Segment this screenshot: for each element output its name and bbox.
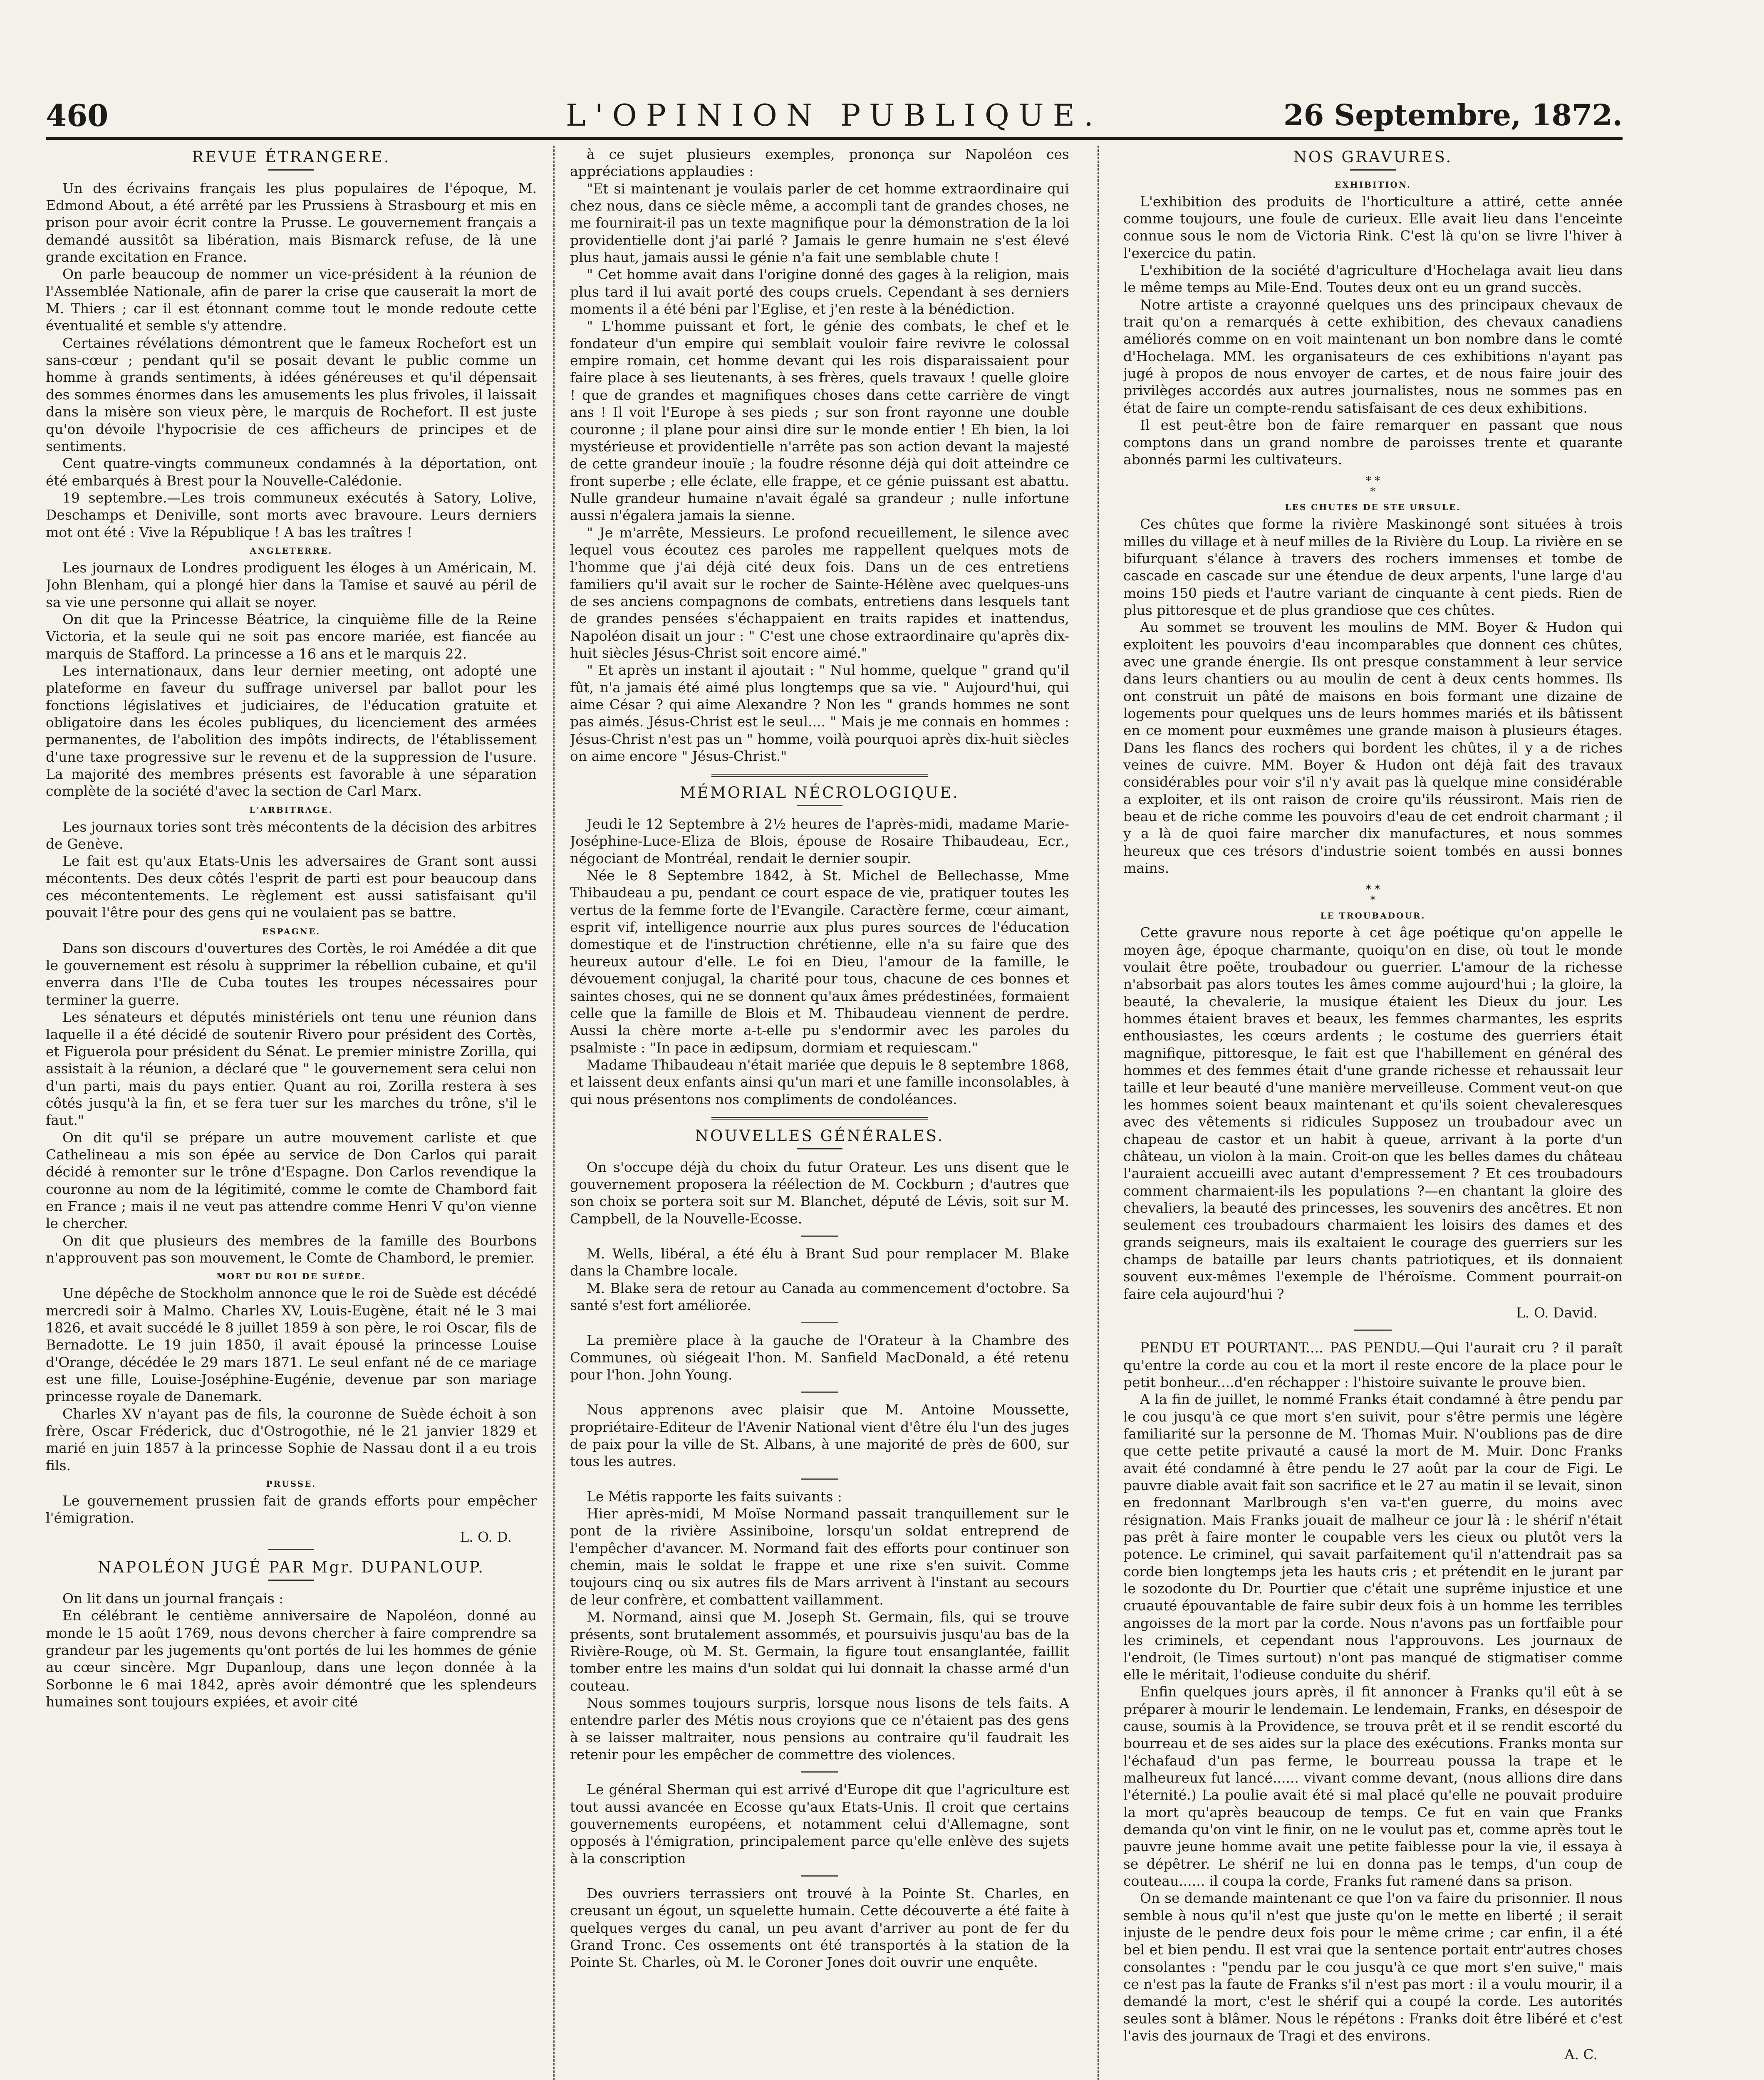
paragraph: A la fin de juillet, le nommé Franks était condamné à être pendu par le cou jusqu'à ce que mort s'en suivit, pour s'être permis une légère familiarité sur la personne de M. Thomas Muir. N'oublions pas de dire que cette petite privauté a causé la mort de M. Muir. Donc Franks avait été condamné à être pendu le 27 août par la cour de Figi. Le pauvre diable avait fait son sacrifice et le 27 au matin il se levait, sinon en fredonnant Marlbrough s'en va-t'en guerre, du moins avec résignation. Mais Franks jouait de malheur ce jour là : le shérif n'était pas prêt à faire monter le coupable vers les cieux ou plutôt vers la potence. Le criminel, qui savait parfaitement qu'il n'attendrait pas sa corde bien longtemps jeta les hauts cris ; et prétendit en le jurant par le sozodonte du Dr. Pourtier que c'était une suprême injustice et une cruauté épouvantable de faire subir deux fois à un homme les terribles angoisses de la mort par la corde. Nous n'avons pas un fortfaible pour les criminels, et cependant nous l'approuvons. Les journaux de l'endroit, (le Times surtout) n'ont pas manqué de stigmatiser comme elle le méritait, l'odieuse conduite du shérif.	[1123, 1391, 1623, 1683]
paragraph: Une dépêche de Stockholm annonce que le roi de Suède est décédé mercredi soir à Malmo. Charles XV, Louis-Eugène, était né le 3 mai 1826, et avait succédé le 8 juillet 1859 à son père, le roi Oscar, fils de Bernadotte. Le 19 juin 1850, il avait épousé la princesse Louise d'Orange, décédée le 29 mars 1871. Le seul enfant né de ce mariage est une fille, Louise-Joséphine-Eugénie, devenue par son mariage princesse royale de Danemark.	[46, 1285, 537, 1405]
article-memorial	[570, 774, 1069, 1108]
signature: L. O. D.	[460, 1528, 512, 1545]
section-heading: ESPAGNE.	[262, 926, 321, 936]
item-separator	[801, 1875, 838, 1877]
article-heading: NOS GRAVURES.	[1293, 148, 1453, 166]
paragraph: Ces chûtes que forme la rivière Maskinongé sont situées à trois milles du village et à neuf milles de la Rivière du Loup. La rivière en se bifurquant s'élance à travers des rochers immenses et tombe de cascade en cascade sur une étendue de deux arpents, l'une large d'au moins 150 pieds et l'autre variant de cinquante à cent pieds. Rien de plus pittoresque et de plus grandiose que ces chûtes.	[1123, 516, 1623, 618]
paragraph: On parle beaucoup de nommer un vice-président à la réunion de l'Assemblée Nationale, afin de parer la crise que causerait la mort de M. Thiers ; car il est étonnant comme tout le monde redoute cette éventualité et semble s'y attendre.	[46, 266, 537, 334]
paragraph: En célébrant le centième anniversaire de Napoléon, donné au monde le 15 août 1769, nous devons chercher à faire comprendre sa grandeur par les jugements qu'ont portés de lui les hommes de génie au cœur sincère. Mgr Dupanloup, dans une leçon donnée à la Sorbonne le 6 mai 1842, après avoir démontré que les splendeurs humaines sont toujours expiées, et avoir cité	[46, 1607, 537, 1710]
paragraph: L'exhibition des produits de l'horticulture a attiré, cette année comme toujours, une foule de curieux. Elle avait lieu dans l'enceinte connue sous le nom de Victoria Rink. C'est là qu'on se livre l'hiver à l'exercice du patin.	[1123, 193, 1623, 261]
column-3	[1123, 146, 1623, 2080]
paragraph: Les internationaux, dans leur dernier meeting, ont adopté une plateforme en faveur du suffrage universel par ballot pour les fonctions législatives et judiciaires, de l'éducation gratuite et obligatoire dans les écoles publiques, du licenciement des armées permanentes, de l'abolition des impôts indirects, de l'établissement d'une taxe progressive sur le revenu et de la suppression de l'usure. La majorité des membres présents est favorable à une séparation complète de la société d'avec la section de Carl Marx.	[46, 662, 537, 800]
paragraph: M. Normand, ainsi que M. Joseph St. Germain, fils, qui se trouve présents, sont brutalement assommés, et poursuivis jusqu'au bas de la Rivière-Rouge, où M. St. Germain, la figure tout ensanglantée, faillit tomber entre les mains d'un soldat qui lui donnait la chasse armé d'un couteau.	[570, 1609, 1069, 1694]
article-napoleon	[46, 1549, 537, 1710]
column-divider	[553, 146, 555, 2080]
paragraph: Un des écrivains français les plus populaires de l'époque, M. Edmond About, a été arrêté par les Prussiens à Strasbourg et mis en prison pour avoir écrit contre la Prusse. Le gouvernement français a demandé aussitôt sa libération, mais Bismarck refuse, de là une grande excitation en France.	[46, 180, 537, 265]
paragraph: à ce sujet plusieurs exemples, prononça sur Napoléon ces appréciations applaudies :	[570, 146, 1069, 180]
article-napoleon-continued	[570, 146, 1069, 765]
paragraph: M. Blake sera de retour au Canada au commencement d'octobre. Sa santé s'est fort améliorée.	[570, 1280, 1069, 1313]
section-heading: LE TROUBADOUR.	[1320, 911, 1426, 921]
article-separator	[711, 1117, 928, 1120]
signature: L. O. David.	[1516, 1304, 1598, 1321]
paragraph: Nous sommes toujours surpris, lorsque nous lisons de tels faits. A entendre parler des Métis nous croyions que ce n'étaient pas des gens à se laisser maltraiter, nous pensions au contraire qu'il faudrait les retenir pour les empêcher de commettre des violences.	[570, 1694, 1069, 1763]
paragraph: Le Métis rapporte les faits suivants :	[587, 1488, 842, 1505]
paragraph: " Et après un instant il ajoutait : " Nul homme, quelque " grand qu'il fût, n'a jamais été aimé plus longtemps que sa vie. " Aujourd'hui, qui aime César ? qui aime Alexandre ? Non les " grands hommes ne sont pas aimés. Jésus-Christ est le seul.... " Mais je me connais en hommes : Jésus-Christ n'est pas un " homme, voilà pourquoi après dix-huit siècles on aime encore " Jésus-Christ."	[570, 662, 1069, 765]
paragraph: Notre artiste a crayonné quelques uns des principaux chevaux de trait qu'on a remarqués à cette exhibition, des chevaux canadiens améliorés comme on en voit maintenant un bon nombre dans le comté d'Hochelaga. MM. les organisateurs de ces exhibitions n'ayant pas jugé à propos de nous envoyer de cartes, et de nous faire jouir des privilèges accordés aux autres journalistes, nous ne sommes pas en état de faire un compte-rendu satisfaisant de ces deux exhibitions.	[1123, 296, 1623, 416]
paragraph: Madame Thibaudeau n'était mariée que depuis le 8 septembre 1868, et laissent deux enfants ainsi qu'un mari et une famille inconsolables, à qui nous présentons nos compliments de condoléances.	[570, 1056, 1069, 1107]
paragraph: Jeudi le 12 Septembre à 2½ heures de l'après-midi, madame Marie-Joséphine-Luce-Eliza de Blois, épouse de Rosaire Thibaudeau, Ecr., négociant de Montréal, rendait le dernier soupir.	[570, 816, 1069, 867]
paragraph: PENDU ET POURTANT.... PAS PENDU.—Qui l'aurait cru ? il paraît qu'entre la corde au cou et la mort il reste encore de la place pour le petit bonheur....d'en réchapper : l'histoire suivante le prouve bien.	[1123, 1340, 1623, 1390]
article-revue-etrangere	[46, 149, 537, 1545]
article-separator	[711, 774, 928, 777]
paragraph: " Cet homme avait dans l'origine donné des gages à la religion, mais plus tard il lui avait porté des coups cruels. Cependant à ses derniers moments il a été béni par l'Eglise, et j'en reste à la bénédiction.	[570, 266, 1069, 317]
paragraph: Le général Sherman qui est arrivé d'Europe dit que l'agriculture est tout aussi avancée en Ecosse qu'aux Etats-Unis. Il croit que certains gouvernements européens, et notamment celui d'Allemagne, sont opposés à l'émigration, principalement parce qu'elle enlève des sujets à la conscription	[570, 1781, 1069, 1867]
column-2	[570, 146, 1069, 2080]
paragraph: Au sommet se trouvent les moulins de MM. Boyer & Hudon qui exploitent les pouvoirs d'eau incomparables que donnent ces chûtes, avec une grande énergie. Ils ont presque constamment à leur service dans leurs chantiers ou au moulin de cent à deux cents hommes. Ils ont construit un pâté de maisons en bois formant une dizaine de logements pour quelques uns de leurs hommes mariés et ils bâtissent en ce moment pour euxmêmes une grande maison à plusieurs étages. Dans les flancs des rochers qui bordent les chûtes, il y a de riches veines de cuivre. MM. Boyer & Hudon ont déjà fait des travaux considérables pour voir s'il n'y avait pas là quelque mine considérable a exploiter, et ils ont raison de croire qu'ils réussiront. Mais rien de beau et de riche comme les pouvoirs d'eau de cet endroit charmant ; il y a là de quoi faire marcher dix manufactures, et nous sommes heureux que ces trésors d'industrie soient tombés en aussi bonnes mains.	[1123, 619, 1623, 877]
article-heading: NOUVELLES GÉNÉRALES.	[695, 1127, 944, 1145]
section-heading: LES CHUTES DE STE URSULE.	[1285, 502, 1461, 513]
paragraph: Enfin quelques jours après, il fit annoncer à Franks qu'il eût à se préparer à mourir le lendemain. Le lendemain, Franks, en désespoir de cause, soumis à la Providence, se trouva prêt et il se rendit escorté du bourreau et de ses aides sur la place des exécutions. Franks monta sur l'échafaud d'un pas ferme, le bourreau poussa la trape et le malheureux fut lancé...... vivant comme devant, (nous allions dire dans l'éternité.) La poulie avait été si mal placé qu'elle ne pouvait produire la mort qu'après beaucoup de temps. Ce fut en vain que Franks demanda qu'on vint le finir, on ne le voulut pas et, comme après tout le pauvre jeune homme avait une petite faiblesse pour la vie, il essaya à se dépêtrer. Le shérif ne lui en donna pas le temps, d'un coup de couteau...... il coupa la corde, Franks fut ramené dans sa prison.	[1123, 1684, 1623, 1889]
section-heading: L'ARBITRAGE.	[249, 805, 333, 815]
item-separator	[801, 1322, 838, 1323]
paragraph: Les journaux de Londres prodiguent les éloges à un Américain, M. John Blenham, qui a plongé hier dans la Tamise et sauvé au péril de sa vie une personne qui allait se noyer.	[46, 559, 537, 610]
article-heading: REVUE ÉTRANGERE.	[192, 148, 391, 166]
heading-rule	[797, 805, 842, 806]
paragraph: Les journaux tories sont très mécontents de la décision des arbitres de Genève.	[46, 818, 537, 852]
paragraph: Les sénateurs et députés ministériels ont tenu une réunion dans laquelle il a été décidé de soutenir Rivero pour président des Cortès, et Figuerola pour président du Sénat. Le premier ministre Zorilla, qui assistait à la réunion, a déclaré que " le gouvernement sera celui non d'un parti, mais du pays entier. Quant au roi, Zorilla restera à ses côtés jusqu'à la fin, et se fera tuer sur les marches du trône, s'il le faut."	[46, 1009, 537, 1129]
article-heading: MÉMORIAL NÉCROLOGIQUE.	[680, 784, 959, 802]
item-separator	[801, 1478, 838, 1480]
page-number: 460	[46, 98, 109, 133]
paragraph: La première place à la gauche de l'Orateur à la Chambre des Communes, où siégeait l'hon. M. Sanfield MacDonald, a été retenu pour l'hon. John Young.	[570, 1332, 1069, 1383]
issue-date: 26 Septembre, 1872.	[1283, 98, 1623, 132]
paragraph: On dit que la Princesse Béatrice, la cinquième fille de la Reine Victoria, et la seule qui ne soit pas encore mariée, est fiancée au marquis de Stafford. La princesse a 16 ans et le marquis 22.	[46, 611, 537, 662]
article-nouvelles	[570, 1117, 1069, 1971]
paragraph: M. Wells, libéral, a été élu à Brant Sud pour remplacer M. Blake dans la Chambre locale.	[570, 1245, 1069, 1279]
asterism-ornament: * * *	[1365, 883, 1380, 907]
paragraph: On dit qu'il se prépare un autre mouvement carliste et que Cathelineau a mis son épée au service de Don Carlos qui parait décidé à remonter sur le trône d'Espagne. Don Carlos revendique la couronne au nom de la légitimité, comme le comte de Chambord fait en France ; mais il ne veut pas attendre comme Henri V qu'on vienne le chercher.	[46, 1129, 537, 1232]
article-pendu	[1123, 1330, 1623, 2063]
paragraph: On lit dans un journal français :	[62, 1590, 284, 1607]
paragraph: 19 septembre.—Les trois communeux exécutés à Satory, Lolive, Deschamps et Deniville, sont morts avec bravoure. Leurs derniers mot ont été : Vive la République ! A bas les traîtres !	[46, 489, 537, 540]
paragraph: "Et si maintenant je voulais parler de cet homme extraordinaire qui chez nous, dans ce siècle même, a accompli tant de grandes choses, ne me fournirait-il pas un texte magnifique pour la démonstration de la loi providentielle dont j'ai parlé ? Jamais le genre humain ne s'est élevé plus haut, jamais aussi le génie n'a fait une semblable chute !	[570, 180, 1069, 266]
paragraph: " L'homme puissant et fort, le génie des combats, le chef et le fondateur d'un empire qui semblait vouloir faire revivre le colossal empire romain, cet homme devant qui les rois disparaissaient pour faire place à ses lieutenants, à ses frères, quels travaux ! quelle gloire ! que de grandes et magnifiques choses dans cette carrière de vingt ans ! Il voit l'Europe à ses pieds ; sur son front rayonne une double couronne ; il plane pour ainsi dire sur le monde entier ! Eh bien, la loi mystérieuse et providentielle n'arrête pas son action devant la majesté de cette grandeur inouïe ; la foudre résonne déjà qui doit atteindre ce front superbe ; elle éclate, elle frappe, et ce génie puissant est abattu. Nulle grandeur humaine n'avait égalé sa grandeur ; nulle infortune aussi n'égalera jamais la sienne.	[570, 318, 1069, 524]
paragraph: Hier après-midi, M Moïse Normand passait tranquillement sur le pont de la rivière Assiniboine, lorsqu'un soldat entreprend de l'empêcher d'avancer. M. Normand fait des efforts pour continuer son chemin, mais le soldat le frappe et une rixe s'en suivit. Comme toujours cinq ou six autres fils de Mars arrivent à l'instant au secours de leur confrère, et combattent vaillamment.	[570, 1506, 1069, 1608]
column-1	[46, 146, 537, 2080]
paragraph: Certaines révélations démontrent que le fameux Rochefort est un sans-cœur ; pendant qu'il se posait devant le public comme un homme à grands sentiments, à idées généreuses et qu'il dépensait des sommes énormes dans les amusements les plus frivoles, il laissait dans la misère son vieux père, le marquis de Rochefort. Il est juste qu'on dévoile l'hypocrisie de ces afficheurs de principes et de sentiments.	[46, 334, 537, 454]
heading-rule	[797, 1148, 842, 1149]
paragraph: Cent quatre-vingts communeux condamnés à la déportation, ont été embarqués à Brest pour la Nouvelle-Calédonie.	[46, 455, 537, 489]
item-separator	[1354, 1330, 1392, 1331]
newspaper-title: L'OPINION PUBLIQUE.	[565, 98, 1103, 133]
item-separator	[801, 1236, 838, 1237]
article-nos-gravures	[1123, 149, 1623, 1321]
article-heading: NAPOLÉON JUGÉ PAR Mgr. DUPANLOUP.	[98, 1558, 485, 1577]
heading-rule	[268, 1549, 314, 1550]
item-separator	[801, 1392, 838, 1393]
paragraph: Le gouvernement prussien fait de grands efforts pour empêcher l'émigration.	[46, 1493, 537, 1526]
heading-rule	[1350, 169, 1396, 171]
masthead	[46, 98, 1623, 135]
paragraph: L'exhibition de la société d'agriculture d'Hochelaga avait lieu dans le même temps au Mile-End. Toutes deux ont eu un grand succès.	[1123, 262, 1623, 296]
paragraph: Charles XV n'ayant pas de fils, la couronne de Suède échoit à son frère, Oscar Fréderick, duc d'Ostrogothie, né le 21 janvier 1829 et marié en juin 1857 à la princesse Sophie de Nassau dont il a eu trois fils.	[46, 1405, 537, 1473]
column-divider	[1098, 146, 1099, 2080]
paragraph: On se demande maintenant ce que l'on va faire du prisonnier. Il nous semble à nous qu'il n'est que juste qu'on le mette en liberté ; il serait injuste de le pendre deux fois pour le même crime ; car enfin, il a été bel et bien pendu. Il est vrai que la sentence portait entr'autres choses consolantes : "pendu par le cou jusqu'à ce que mort s'en suive," mais ce n'est pas la faute de Franks s'il n'est pas mort : il a voulu mourir, il a demandé la mort, c'est le shérif qui a coupé la corde. Les autorités seules sont à blâmer. Nous le répétons : Franks doit être libéré et c'est l'avis des journaux de Tragi et des environs.	[1123, 1890, 1623, 2044]
paragraph: " Je m'arrête, Messieurs. Le profond recueillement, le silence avec lequel vous écoutez ces paroles me rappellent quelques mots de l'homme que j'ai déjà cité deux fois. Dans un de ces entretiens familiers qu'il avait sur le rocher de Sainte-Hélène avec quelques-uns de ses anciens compagnons de combats, entretiens dans lesquels tant de grandes pensées s'échappaient en traits rapides et inattendus, Napoléon disait un jour : " C'est une chose extraordinaire qu'après dix-huit siècles Jésus-Christ soit encore aimé."	[570, 524, 1069, 661]
paragraph: On s'occupe déjà du choix du futur Orateur. Les uns disent que le gouvernement proposera la réélection de M. Cockburn ; d'autres que son choix se portera soit sur M. Blanchet, député de Lévis, soit sur M. Campbell, de la Nouvelle-Ecosse.	[570, 1159, 1069, 1227]
heading-rule	[268, 169, 314, 171]
asterism-ornament: * * *	[1365, 475, 1380, 498]
paragraph: Des ouvriers terrassiers ont trouvé à la Pointe St. Charles, en creusant un égout, un squelette humain. Cette découverte a été faite à quelques verges du canal, un peu avant d'arriver au pont de fer du Grand Tronc. Ces ossements ont été transportés à la station de la Pointe St. Charles, où M. le Coroner Jones doit ouvrir une enquête.	[570, 1885, 1069, 1971]
section-heading: MORT DU ROI DE SUÈDE.	[216, 1271, 366, 1282]
header-rule	[46, 137, 1623, 140]
paragraph: Dans son discours d'ouvertures des Cortès, le roi Amédée a dit que le gouvernement est résolu à supprimer la rébellion cubaine, et qu'il enverra dans l'Ile de Cuba toutes les troupes nécessaires pour terminer la guerre.	[46, 940, 537, 1008]
paragraph: Il est peut-être bon de faire remarquer en passant que nous comptons dans un grand nombre de paroisses trente et quarante abonnés parmi les cultivateurs.	[1123, 417, 1623, 468]
item-separator	[801, 1771, 838, 1773]
signature: A. C.	[1564, 2046, 1598, 2063]
section-heading: PRUSSE.	[266, 1479, 317, 1489]
heading-rule	[268, 1580, 314, 1581]
paragraph: Née le 8 Septembre 1842, à St. Michel de Bellechasse, Mme Thibaudeau a pu, pendant ce court espace de vie, pratiquer toutes les vertus de la femme forte de l'Evangile. Caractère ferme, cœur aimant, esprit vif, intelligence nourrie aux plus pures sources de l'éducation domestique et de l'instruction chrétienne, elle n'a su faire que des heureux autour d'elle. Le foi en Dieu, l'amour de la famille, le dévouement conjugal, la charité pour tous, chacune de ces bonnes et saintes choses, qui ne se donnent qu'aux âmes prédestinées, formaient celle que la famille de Blois et M. Thibaudeau viennent de perdre. Aussi la chère morte a-t-elle pu s'endormir avec les paroles du psalmiste : "In pace in ædipsum, dormiam et requiescam."	[570, 867, 1069, 1056]
paragraph: Nous apprenons avec plaisir que M. Antoine Moussette, propriétaire-Editeur de l'Avenir National vient d'être élu l'un des juges de paix pour la ville de St. Albans, à une majorité de près de 600, sur tous les autres.	[570, 1402, 1069, 1470]
paragraph: On dit que plusieurs des membres de la famille des Bourbons n'approuvent pas son mouvement, le Comte de Chambord, le premier.	[46, 1232, 537, 1266]
section-heading: EXHIBITION.	[1335, 179, 1411, 190]
paragraph: Cette gravure nous reporte à cet âge poétique qu'on appelle le moyen âge, époque charmante, quoiqu'on en dise, où tout le monde voulait être poëte, troubadour ou guerrier. L'amour de la richesse n'absorbait pas alors toutes les âmes comme aujourd'hui ; la gloire, la beauté, la chevalerie, la musique étaient les Dieux du jour. Les hommes étaient braves et beaux, les femmes charmantes, les esprits enthousiastes, les cœurs ardents ; le costume des guerriers était magnifique, pittoresque, le fait est que l'habillement en général des hommes et des femmes était d'une grande richesse et rehaussait leur taille et leur beauté d'une manière merveilleuse. Comment veut-on que les hommes soient beaux maintenant et qu'ils soient chevaleresques avec des vêtements si ridicules Supposez un troubadour avec un chapeau de castor et un habit à queue, arrivant à la porte d'un château, un violon à la main. Croit-on que les belles dames du château l'auraient accueilli avec autant d'empressement ? Et ces troubadours comment charmaient-ils les populations ?—en chantant la gloire des chevaliers, la beauté des princesses, les souvenirs des ancêtres. Et non seulement ces troubadours charmaient les loisirs des dames et des grands seigneurs, mais ils exaltaient le courage des guerriers sur les champs de bataille par leurs chants patriotiques, et ils donnaient souvent eux-mêmes l'exemple de l'héroïsme. Comment pourrait-on faire cela aujourd'hui ?	[1123, 924, 1623, 1302]
paragraph: Le fait est qu'aux Etats-Unis les adversaires de Grant sont aussi mécontents. Des deux côtés l'esprit de parti est pour beaucoup dans ces mécontentements. Le règlement est aussi satisfaisant qu'il pouvait l'être pour des gens qui ne voulaient pas se battre.	[46, 853, 537, 921]
section-heading: ANGLETERRE.	[250, 545, 333, 556]
